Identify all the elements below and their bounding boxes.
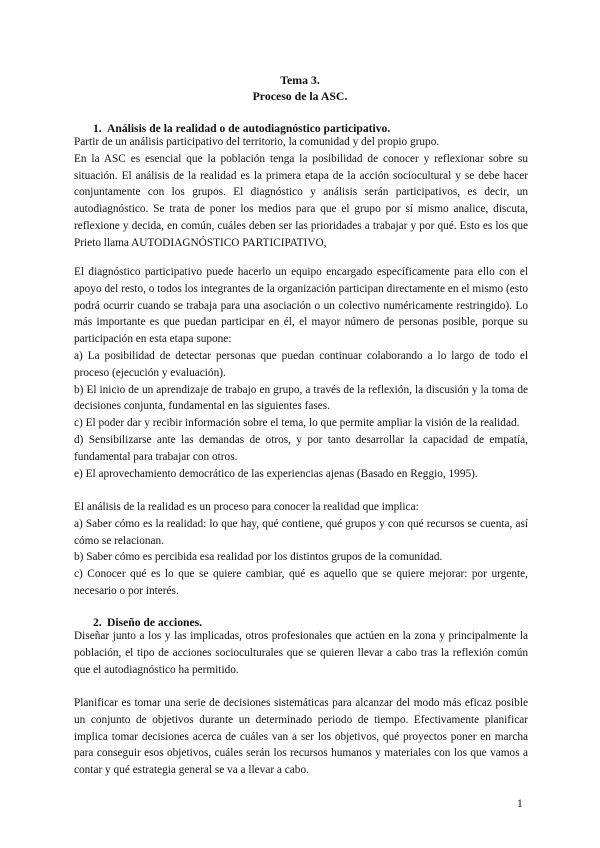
list-item-e: e) El aprovechamiento democrático de las experiencias ajenas (Basado en Reggio, 1995).: [74, 467, 478, 480]
section-2-paragraph-2: [74, 695, 528, 779]
section-1-number: 1.: [93, 122, 102, 135]
list-item-c: c) El poder dar y recibir información sobre el tema, lo que permite ampliar la visión de la realidad.: [74, 417, 520, 430]
paragraph-line: Partir de un análisis participativo del territorio, la comunidad y del propio grupo.: [74, 136, 440, 148]
section-2-number: 2.: [93, 616, 102, 629]
list-item-c: c) Conocer qué es lo que se quiere cambiar, qué es aquello que se quiere mejorar: por urgente, necesario o por interés.: [74, 568, 528, 597]
paragraph-text: El diagnóstico participativo puede hacerlo un equipo encargado específicamente para ello con el apoyo del resto, o todos los integrantes de la organización participan directamente en el mismo (esto podrá ocurrir cuando se trabaja para una asociación o un colectivo numéricamente restringido). Lo más importante es que puedan participar en él, el mayor número de personas posible, porque su participación en esta etapa supone:: [74, 266, 528, 346]
paragraph-text: En la ASC es esencial que la población tenga la posibilidad de conocer y reflexionar sobre su situación. El análisis de la realidad es la primera etapa de la acción sociocultural y se debe hacer conjuntamente con los grupos. El diagnóstico y análisis serán participativos, es decir, un autodiagnóstico. Se trata de poner los medios para que el grupo por sí mismo analice, discuta, reflexione y decida, en común, cuáles deben ser las prioridades a trabajar y por qué. Esto es los que Prieto llama AUTODIAGNÓSTICO PARTICIPATIVO,: [74, 152, 528, 249]
section-1-title: Análisis de la realidad o de autodiagnóstico participativo.: [107, 122, 391, 135]
list-item-a: a) La posibilidad de detectar personas que puedan continuar colaborando a lo largo de todo el proceso (ejecución y evaluación).: [74, 349, 528, 379]
list-item-a: a) Saber cómo es la realidad: lo que hay, qué contiene, qué grupos y con qué recursos se cuenta, así cómo se relacionan.: [74, 517, 528, 547]
page-number: 1: [517, 798, 523, 810]
section-2-title: Diseño de acciones.: [107, 616, 202, 629]
paragraph-text: Diseñar junto a los y las implicadas, otros profesionales que actúen en la zona y principalmente la población, el tipo de acciones socioculturales que se quieren llevar a cabo tras la reflexión común que el autodiagnóstico ha permitido.: [74, 630, 528, 676]
list-item-b: b) El inicio de un aprendizaje de trabajo en grupo, a través de la reflexión, la discusión y la toma de decisiones conjunta, fundamental en las siguientes fases.: [74, 383, 528, 413]
paragraph-text: Planificar es tomar una serie de decisiones sistemáticas para alcanzar del modo más eficaz posible un conjunto de objetivos durante un determinado periodo de tiempo. Efectivamente planificar implica tomar decisiones acerca de cuáles van a ser los objetivos, qué proyectos poner en marcha para conseguir esos objetivos, cuáles serán los recursos humanos y materiales con los que vamos a contar y qué estrategia general se va a llevar a cabo.: [74, 697, 528, 777]
paragraph-text: El análisis de la realidad es un proceso para conocer la realidad que implica:: [74, 501, 419, 513]
document-subtitle: Proceso de la ASC.: [252, 89, 348, 103]
list-item-d: d) Sensibilizarse ante las demandas de otros, y por tanto desarrollar la capacidad de empatía, fundamental para trabajar con otros.: [74, 433, 528, 463]
section-2-paragraph-1: [74, 628, 528, 678]
section-1-paragraph-2: [74, 264, 528, 482]
section-1-paragraph-1: [74, 134, 528, 252]
section-1-paragraph-3: [74, 499, 528, 600]
document-title: Tema 3.: [280, 73, 320, 87]
list-item-b: b) Saber cómo es percibida esa realidad por los distintos grupos de la comunidad.: [74, 551, 443, 564]
